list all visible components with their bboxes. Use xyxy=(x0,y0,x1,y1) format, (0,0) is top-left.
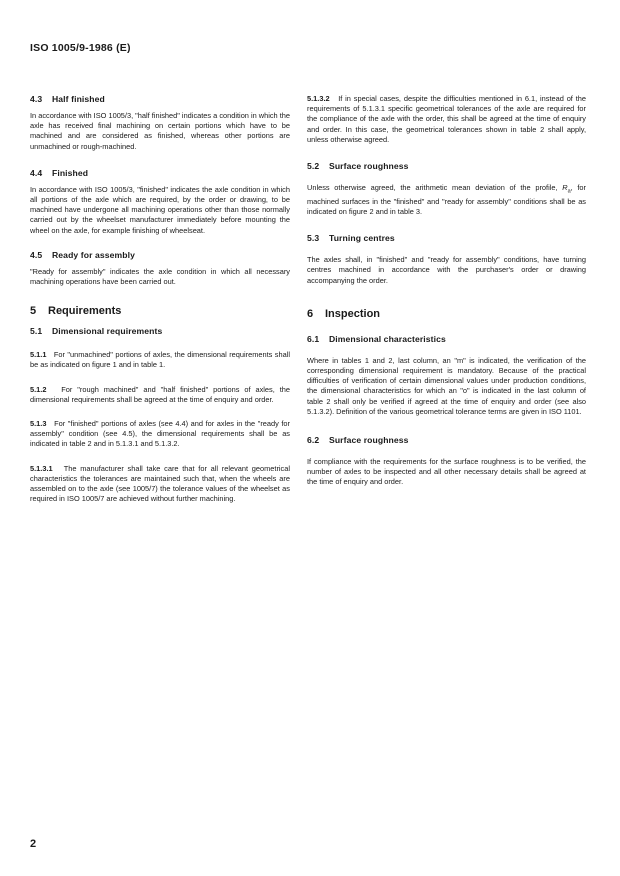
section-title: Surface roughness xyxy=(329,161,409,172)
section-5-1-3-2-paragraph xyxy=(307,94,586,145)
section-title: Dimensional characteristics xyxy=(329,333,446,344)
section-4-5-text: "Ready for assembly" indicates the axle condition in which all necessary machining operations have been carried out. xyxy=(30,266,290,287)
section-number: 6.2 xyxy=(307,434,320,445)
section-number: 5.3 xyxy=(307,233,320,244)
section-5-1-heading xyxy=(30,326,290,336)
section-4-3-heading xyxy=(30,94,290,104)
section-number: 4.4 xyxy=(30,167,43,178)
section-6-1-text: Where in tables 1 and 2, last column, an "m" is indicated, the verification of the corresponding dimensional requirement is mandatory. Because of the practical difficulties of verification of certain dimensional values under production conditions, the dimensional characteristics for which an "o" is indicated in the last column of table 2 shall only be verified if agreed at the time of enquiry and order (see also 5.1.3.2). Definition of the various geometrical tolerance terms are given in ISO 1101. xyxy=(307,355,586,416)
clause-number: 5.1.3 xyxy=(30,419,47,429)
section-5-2-text xyxy=(307,183,586,217)
section-4-4-text: In accordance with ISO 1005/3, "finished" indicates the axle condition in which all portions of the axle which are required, by the order or drawing, to be machined have undergone all machining operations other than those normally carried out by the wheelset manufacturer immediately before mounting the wheel on the axle, for example finishing of wheelseat. xyxy=(30,184,290,235)
section-6-2-heading xyxy=(307,435,586,445)
section-5-3-text: The axles shall, in "finished" and "ready for assembly" conditions, have turning centres machined in accordance with the purchaser's order or drawing accompanying the order. xyxy=(307,255,586,285)
clause-number: 5.1.2 xyxy=(30,384,47,394)
section-title: Half finished xyxy=(52,94,105,104)
clause-number: 5.1.3.2 xyxy=(307,94,330,103)
section-number: 5 xyxy=(30,305,37,318)
clause-text: If in special cases, despite the difficulties mentioned in 6.1, instead of the requirements of 5.1.3.1 specific geometrical tolerances of the axle are required for the compliance of the axle with the order, this shall be agreed at the time of enquiry and order. In this case, the geometrical tolerances shown in table 2 shall apply, unless otherwise agreed. xyxy=(307,94,586,144)
section-5-3-heading xyxy=(307,233,586,243)
section-4-3-text: In accordance with ISO 1005/3, "half finished" indicates a condition in which the axle has received final machining on certain portions which have to be machined and are considered as finished, whereas other portions are unmachined or rough-machined. xyxy=(30,111,290,151)
section-title: Dimensional requirements xyxy=(52,326,163,337)
section-4-4-heading xyxy=(30,168,290,178)
section-title: Surface roughness xyxy=(329,434,409,445)
section-5-1-3-1-paragraph xyxy=(30,464,290,505)
section-5-2-heading xyxy=(307,161,586,171)
section-4-5-heading xyxy=(30,250,290,260)
section-title: Ready for assembly xyxy=(52,249,135,260)
section-number: 6 xyxy=(307,307,314,320)
section-number: 5.1 xyxy=(30,326,43,337)
clause-text: For "finished" portions of axles (see 4.4) and for axles in the "ready for assembly" condition (see 4.5), the dimensional requirements shall be as indicated in table 2 and in 5.1.3.1 and 5.1.3.2. xyxy=(30,419,290,449)
clause-text: The manufacturer shall take care that for all relevant geometrical characteristics the tolerances are maintained such that, when the wheels are assembled on to the axle (see 1005/7) the tolerance values of the wheelset as required in ISO 1005/7 are achieved without further machining. xyxy=(30,463,290,504)
section-6-heading xyxy=(307,308,586,320)
section-number: 4.5 xyxy=(30,249,43,260)
section-title: Finished xyxy=(52,167,89,178)
clause-text: For "rough machined" and "half finished" portions of axles, the dimensional requirements shall be agreed at the time of enquiry and order. xyxy=(30,384,290,404)
clause-text: For "unmachined" portions of axles, the dimensional requirements shall be as indicated on figure 1 and in table 1. xyxy=(30,350,290,370)
section-5-heading xyxy=(30,305,290,317)
right-column xyxy=(307,94,586,499)
section-6-2-text: If compliance with the requirements for the surface roughness is to be verified, the number of axles to be inspected and all other necessary details shall be agreed at the time of enquiry and order. xyxy=(307,456,586,487)
section-number: 4.3 xyxy=(30,94,43,104)
section-5-1-2-paragraph xyxy=(30,385,290,405)
left-column xyxy=(30,94,290,515)
section-number: 5.2 xyxy=(307,161,320,172)
section-title: Inspection xyxy=(325,307,381,320)
section-5-1-3-paragraph xyxy=(30,419,290,450)
ra-symbol: R xyxy=(562,183,568,193)
ra-subscript: a xyxy=(567,188,571,195)
section-5-1-1-paragraph xyxy=(30,350,290,370)
document-header: ISO 1005/9-1986 (E) xyxy=(30,42,131,54)
clause-text-a: Unless otherwise agreed, the arithmetic mean deviation of the profile, xyxy=(307,183,563,193)
section-title: Requirements xyxy=(48,305,122,318)
clause-text-b: , for machined surfaces in the "finished" and "ready for assembly" conditions shall be as indicated on figure 2 and in table 3. xyxy=(307,183,586,216)
section-6-1-heading xyxy=(307,334,586,344)
clause-number: 5.1.1 xyxy=(30,350,47,360)
section-title: Turning centres xyxy=(329,233,395,244)
clause-number: 5.1.3.1 xyxy=(30,463,53,473)
section-number: 6.1 xyxy=(307,333,320,344)
page-number: 2 xyxy=(30,838,37,850)
